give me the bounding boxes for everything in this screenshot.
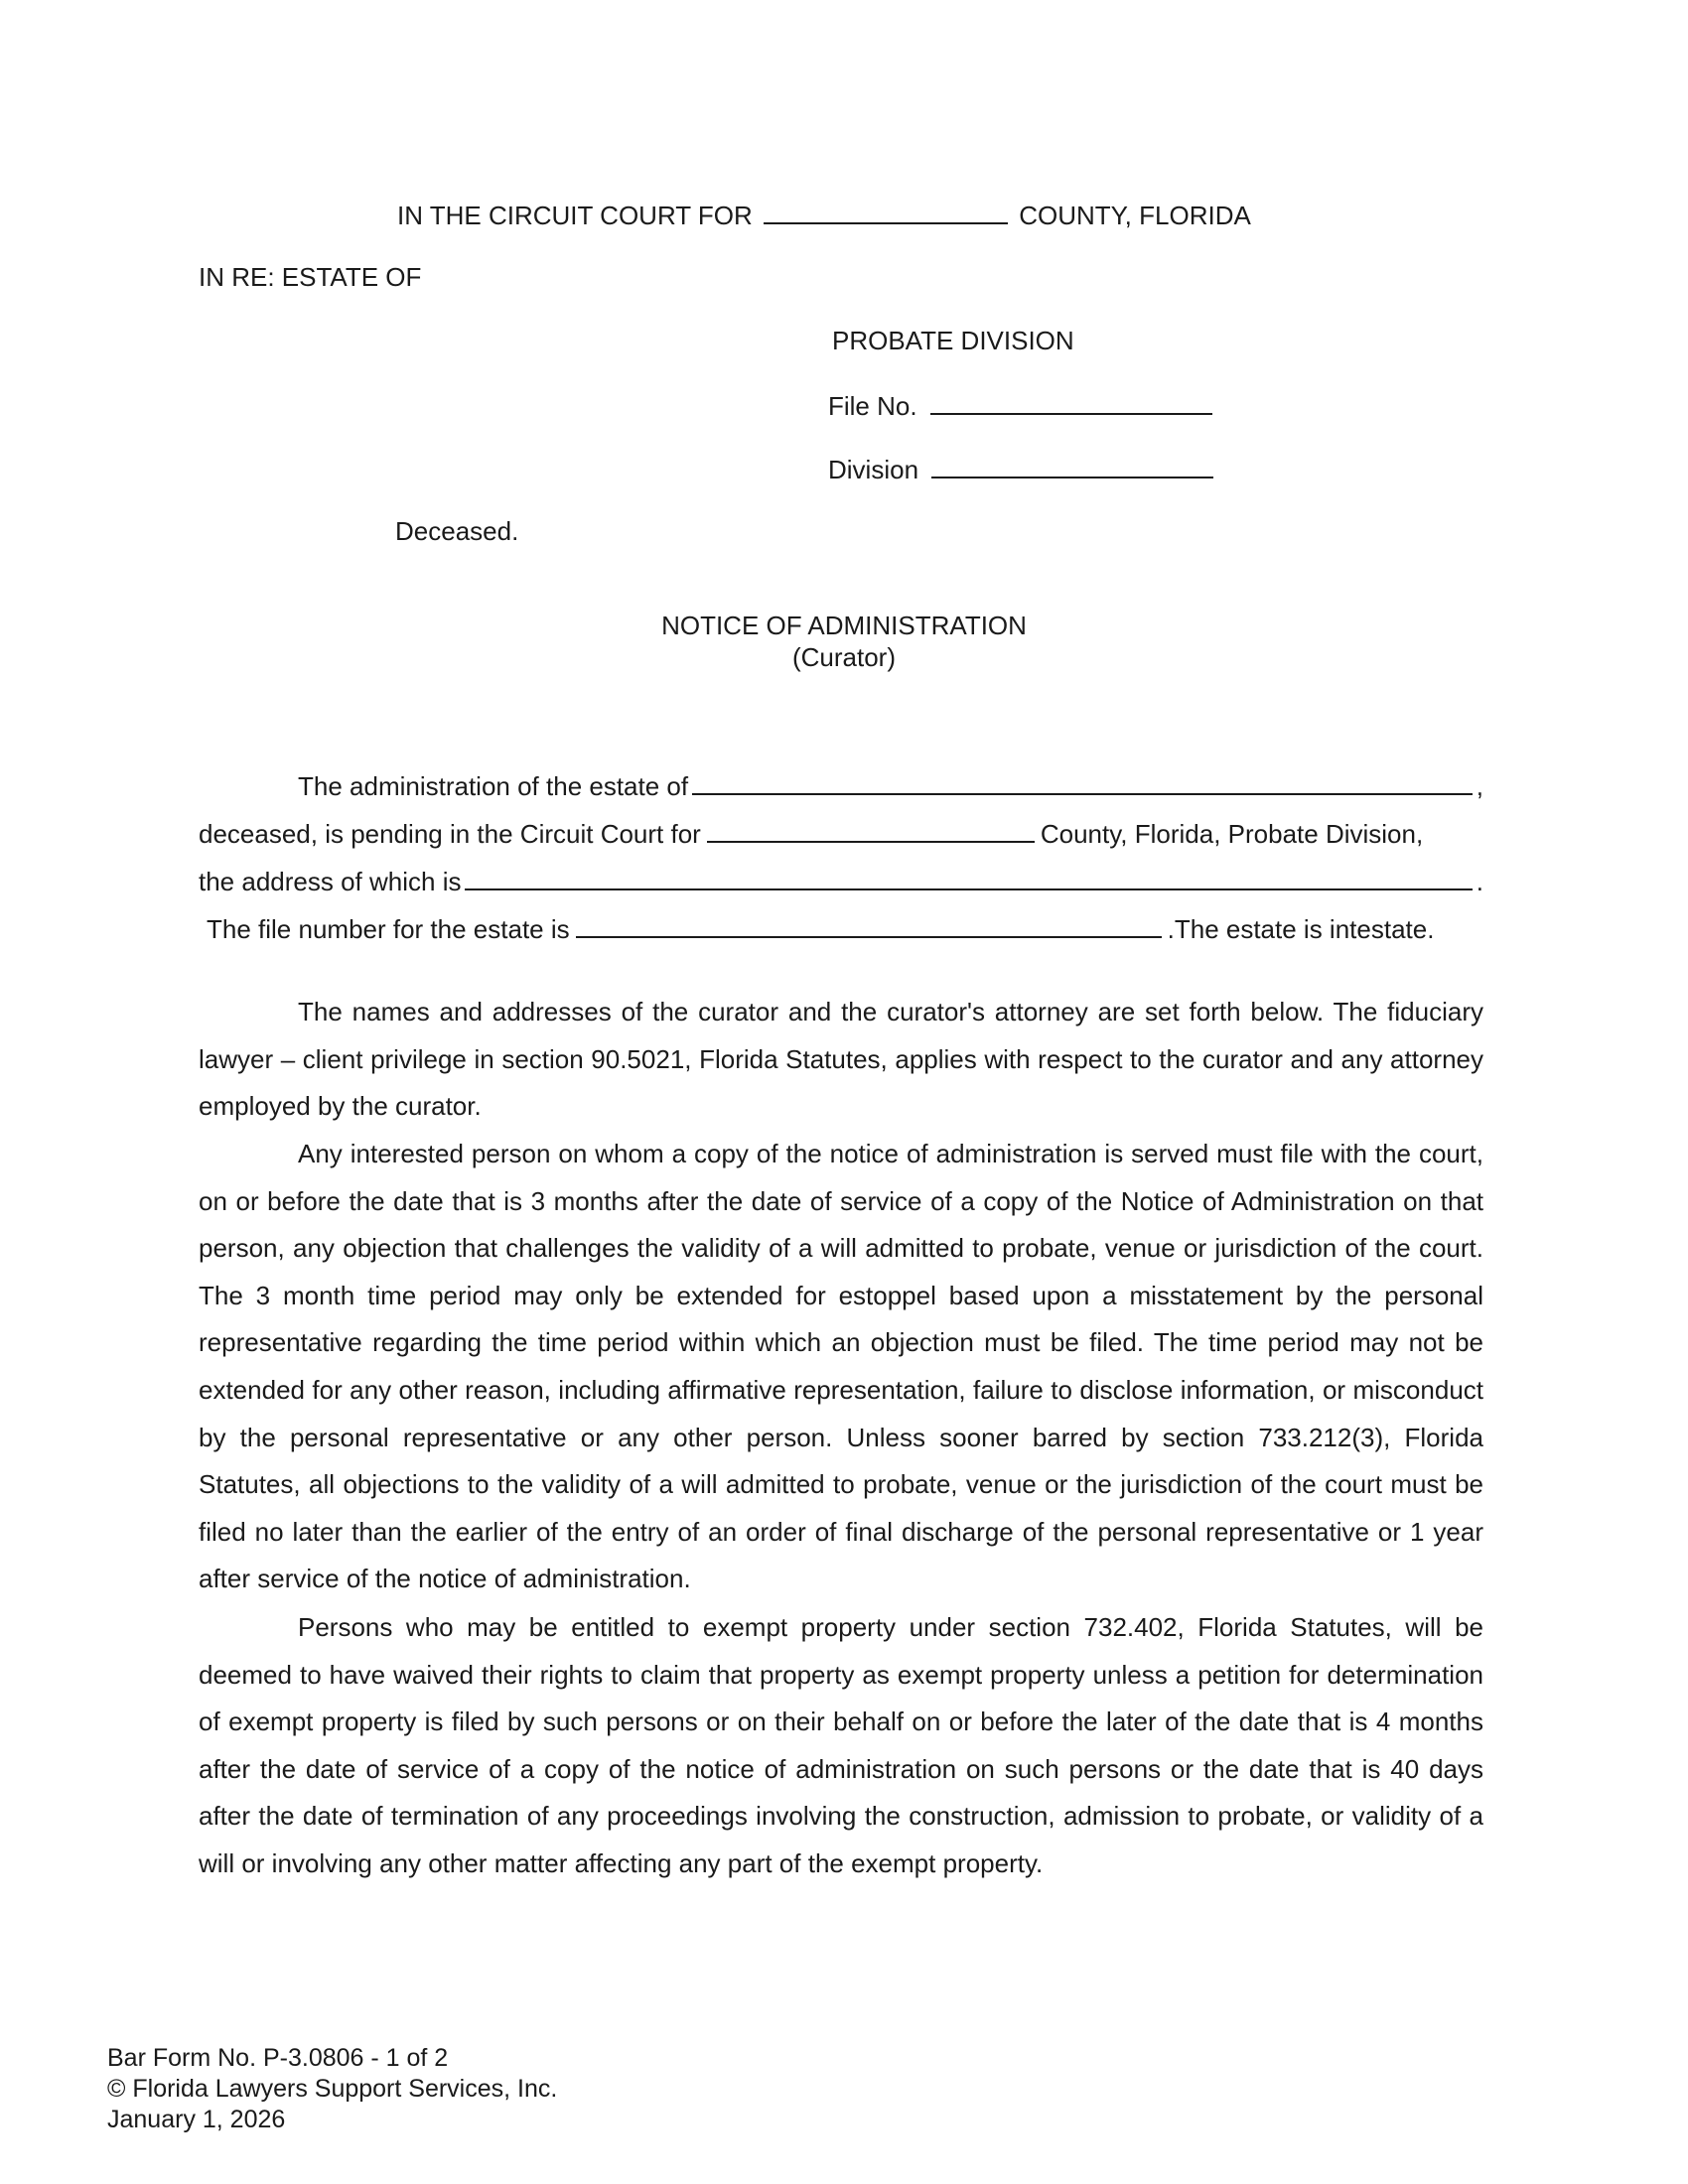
file-no-blank [930,389,1212,415]
file-no-line [828,389,1212,421]
file-number-label: The file number for the estate is [207,914,570,944]
division-heading: PROBATE DIVISION [832,326,1074,355]
county-line [199,817,1483,849]
deceased-label: Deceased. [395,516,519,546]
county-line-end: County, Florida, Probate Division, [1040,819,1424,849]
file-no-label: File No. [828,391,917,421]
estate-name-label: The administration of the estate of [298,771,689,801]
paragraph-curator-info: The names and addresses of the curator and the curator's attorney are set forth below. The fiduciary lawyer – client privilege in section 90.5021, Florida Statutes, applies with respect to the curator and any attorney employed by the curator. [199,997,1483,1122]
form-footer [107,2043,557,2135]
address-label: the address of which is [199,867,462,896]
file-number-blank [576,912,1162,938]
copyright-notice: © Florida Lawyers Support Services, Inc. [107,2075,558,2103]
division-line [828,453,1213,484]
county-line-blank [707,817,1035,843]
form-number: Bar Form No. P-3.0806 - 1 of 2 [107,2044,449,2072]
paragraph-objections: Any interested person on whom a copy of the notice of administration is served must file with the court, on or before the date that is 3 months after the date of service of a copy of the Notice of Administration on that person, any objection that challenges the validity of a will admitted to probate, venue or jurisdiction of the court. The 3 month time period may only be extended for estoppel based upon a misstatement by the personal representative regarding the time period within which an objection must be filed. The time period may not be extended for any other reason, including affirmative representation, failure to disclose information, or misconduct by the personal representative or any other person. Unless sooner barred by section 733.212(3), Florida Statutes, all objections to the validity of a will admitted to probate, venue or the jurisdiction of the court must be filed no later than the earlier of the entry of an order of final discharge of the personal representative or 1 year after service of the notice of administration. [199,1139,1483,1594]
court-suffix: COUNTY, FLORIDA [1019,201,1251,230]
court-prefix: IN THE CIRCUIT COURT FOR [397,201,753,230]
file-number-line [199,912,1483,944]
estate-name-line [199,769,1483,801]
file-number-end: .The estate is intestate. [1167,914,1435,944]
estate-name-end: , [1476,771,1483,801]
address-end: . [1476,867,1483,896]
document-subtitle: (Curator) [791,642,896,672]
estate-name-blank [692,769,1473,795]
paragraph-exempt-property: Persons who may be entitled to exempt property under section 732.402, Florida Statutes, will be deemed to have waived their rights to claim that property as exempt property unless a petition for determination of exempt property is filed by such persons or on their behalf on or before the later of the date that is 4 months after the date of service of a copy of the notice of administration on such persons or the date that is 40 days after the date of termination of any proceedings involving the construction, admission to probate, or validity of a will or involving any other matter affecting any part of the exempt property. [199,1612,1483,1878]
document-title: NOTICE OF ADMINISTRATION [661,611,1027,640]
address-blank [465,865,1472,890]
division-blank [931,453,1213,478]
address-line [199,865,1483,896]
county-line-label: deceased, is pending in the Circuit Court for [199,819,701,849]
division-label: Division [828,455,919,484]
in-re-label: IN RE: ESTATE OF [199,262,422,292]
county-blank [764,199,1008,224]
form-date: January 1, 2026 [107,2106,286,2133]
court-caption-line [397,199,1251,230]
